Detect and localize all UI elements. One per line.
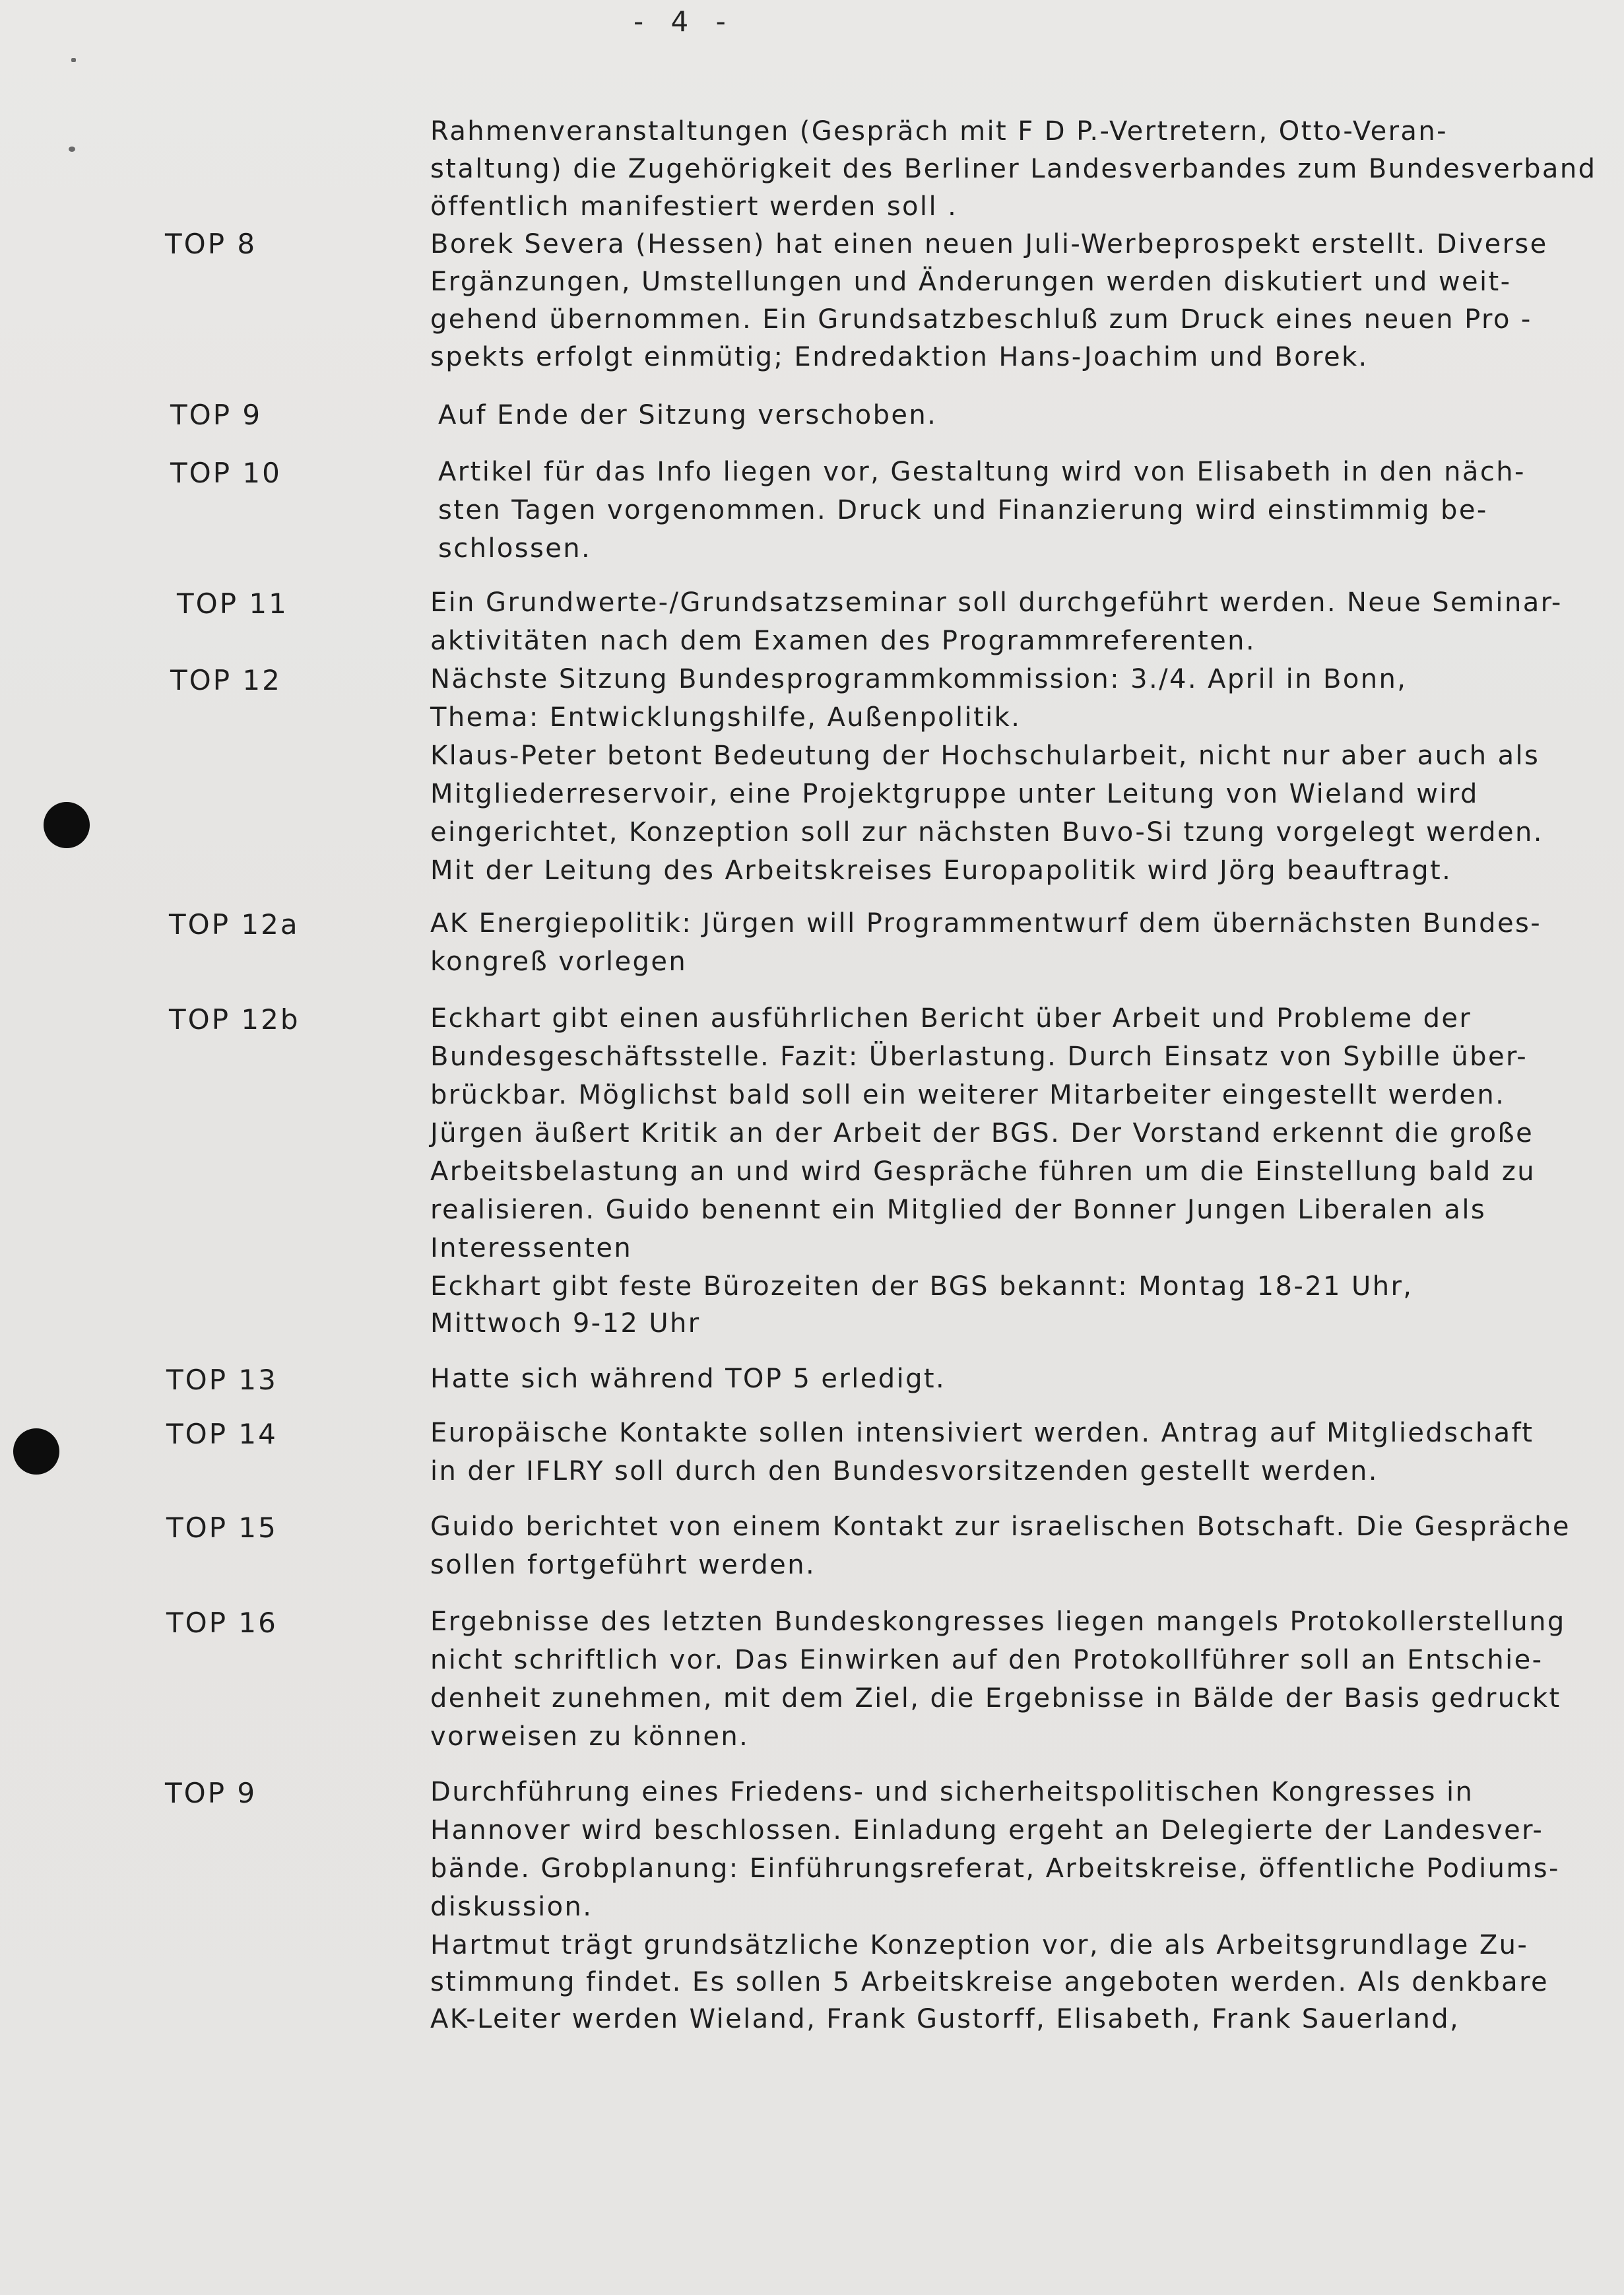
body-line: Interessenten [430, 1233, 633, 1263]
body-line: Rahmenveranstaltungen (Gespräch mit F D P.-Vertretern, Otto-Veran- [430, 116, 1448, 147]
body-line: Durchführung eines Friedens- und sicherheitspolitischen Kongresses in [430, 1777, 1474, 1807]
body-line: Ergebnisse des letzten Bundeskongresses liegen mangels Protokollerstellung [430, 1607, 1566, 1637]
body-line: Klaus-Peter betont Bedeutung der Hochschularbeit, nicht nur aber auch als [430, 741, 1540, 771]
body-line: Hatte sich während TOP 5 erledigt. [430, 1364, 946, 1394]
agenda-item-label: TOP 8 [165, 228, 257, 260]
body-line: schlossen. [438, 533, 592, 564]
punch-hole-upper [44, 802, 90, 848]
agenda-item-label: TOP 12b [169, 1003, 300, 1036]
body-line: AK-Leiter werden Wieland, Frank Gustorff, Elisabeth, Frank Sauerland, [430, 2004, 1460, 2034]
body-line: Ergänzungen, Umstellungen und Änderungen werden diskutiert und weit- [430, 267, 1512, 297]
punch-hole-lower [13, 1428, 59, 1475]
agenda-item-label: TOP 9 [165, 1777, 257, 1809]
body-line: stimmung findet. Es sollen 5 Arbeitskreise angeboten werden. Als denkbare [430, 1967, 1549, 1997]
body-line: Arbeitsbelastung an und wird Gespräche führen um die Einstellung bald zu [430, 1156, 1536, 1187]
body-line: denheit zunehmen, mit dem Ziel, die Ergebnisse in Bälde der Basis gedruckt [430, 1683, 1561, 1713]
body-line: Mit der Leitung des Arbeitskreises Europapolitik wird Jörg beauftragt. [430, 855, 1452, 886]
body-line: sten Tagen vorgenommen. Druck und Finanzierung wird einstimmig be- [438, 495, 1488, 525]
body-line: Guido berichtet von einem Kontakt zur israelischen Botschaft. Die Gespräche [430, 1512, 1571, 1542]
agenda-item-label: TOP 15 [166, 1512, 278, 1544]
body-line: spekts erfolgt einmütig; Endredaktion Hans-Joachim und Borek. [430, 342, 1369, 372]
paper-speck [71, 58, 76, 62]
body-line: Thema: Entwicklungshilfe, Außenpolitik. [430, 702, 1022, 733]
body-line: Europäische Kontakte sollen intensiviert werden. Antrag auf Mitgliedschaft [430, 1418, 1534, 1448]
agenda-item-label: TOP 16 [166, 1607, 278, 1639]
body-line: Mitgliederreservoir, eine Projektgruppe unter Leitung von Wieland wird [430, 779, 1479, 809]
agenda-item-label: TOP 12a [169, 908, 300, 941]
body-line: Hannover wird beschlossen. Einladung ergeht an Delegierte der Landesver- [430, 1815, 1544, 1846]
agenda-item-label: TOP 13 [166, 1364, 278, 1396]
agenda-item-label: TOP 12 [170, 664, 282, 696]
agenda-item-label: TOP 9 [170, 399, 263, 431]
body-line: öffentlich manifestiert werden soll . [430, 191, 958, 222]
body-line: sollen fortgeführt werden. [430, 1550, 816, 1580]
body-line: Eckhart gibt feste Bürozeiten der BGS bekannt: Montag 18-21 Uhr, [430, 1271, 1413, 1302]
body-line: aktivitäten nach dem Examen des Programmreferenten. [430, 626, 1256, 656]
body-line: diskussion. [430, 1892, 593, 1922]
body-line: AK Energiepolitik: Jürgen will Programmentwurf dem übernächsten Bundes- [430, 908, 1542, 939]
body-line: in der IFLRY soll durch den Bundesvorsitzenden gestellt werden. [430, 1456, 1379, 1486]
body-line: Bundesgeschäftsstelle. Fazit: Überlastung. Durch Einsatz von Sybille über- [430, 1042, 1528, 1072]
agenda-item-label: TOP 11 [177, 587, 288, 620]
page-number: - 4 - [633, 5, 735, 38]
body-line: nicht schriftlich vor. Das Einwirken auf den Protokollführer soll an Entschie- [430, 1645, 1543, 1675]
body-line: realisieren. Guido benennt ein Mitglied der Bonner Jungen Liberalen als [430, 1195, 1487, 1225]
body-line: brückbar. Möglichst bald soll ein weiterer Mitarbeiter eingestellt werden. [430, 1080, 1506, 1110]
body-line: kongreß vorlegen [430, 947, 688, 977]
body-line: Eckhart gibt einen ausführlichen Bericht über Arbeit und Probleme der [430, 1003, 1472, 1034]
agenda-item-label: TOP 10 [170, 457, 282, 489]
agenda-item-label: TOP 14 [166, 1418, 278, 1450]
body-line: Artikel für das Info liegen vor, Gestaltung wird von Elisabeth in den näch- [438, 457, 1526, 487]
body-line: Auf Ende der Sitzung verschoben. [438, 400, 938, 430]
body-line: staltung) die Zugehörigkeit des Berliner Landesverbandes zum Bundesverband [430, 154, 1597, 184]
body-line: vorweisen zu können. [430, 1721, 750, 1752]
body-line: Borek Severa (Hessen) hat einen neuen Juli-Werbeprospekt erstellt. Diverse [430, 229, 1548, 259]
body-line: Ein Grundwerte-/Grundsatzseminar soll durchgeführt werden. Neue Seminar- [430, 587, 1563, 618]
body-line: Nächste Sitzung Bundesprogrammkommission: 3./4. April in Bonn, [430, 664, 1408, 694]
body-line: gehend übernommen. Ein Grundsatzbeschluß zum Druck eines neuen Pro - [430, 304, 1532, 335]
body-line: eingerichtet, Konzeption soll zur nächsten Buvo-Si tzung vorgelegt werden. [430, 817, 1543, 848]
body-line: Mittwoch 9-12 Uhr [430, 1308, 701, 1339]
body-line: Hartmut trägt grundsätzliche Konzeption vor, die als Arbeitsgrundlage Zu- [430, 1930, 1529, 1960]
body-line: bände. Grobplanung: Einführungsreferat, Arbeitskreise, öffentliche Podiums- [430, 1853, 1560, 1884]
paper-speck [69, 147, 75, 152]
body-line: Jürgen äußert Kritik an der Arbeit der BGS. Der Vorstand erkennt die große [430, 1118, 1534, 1148]
